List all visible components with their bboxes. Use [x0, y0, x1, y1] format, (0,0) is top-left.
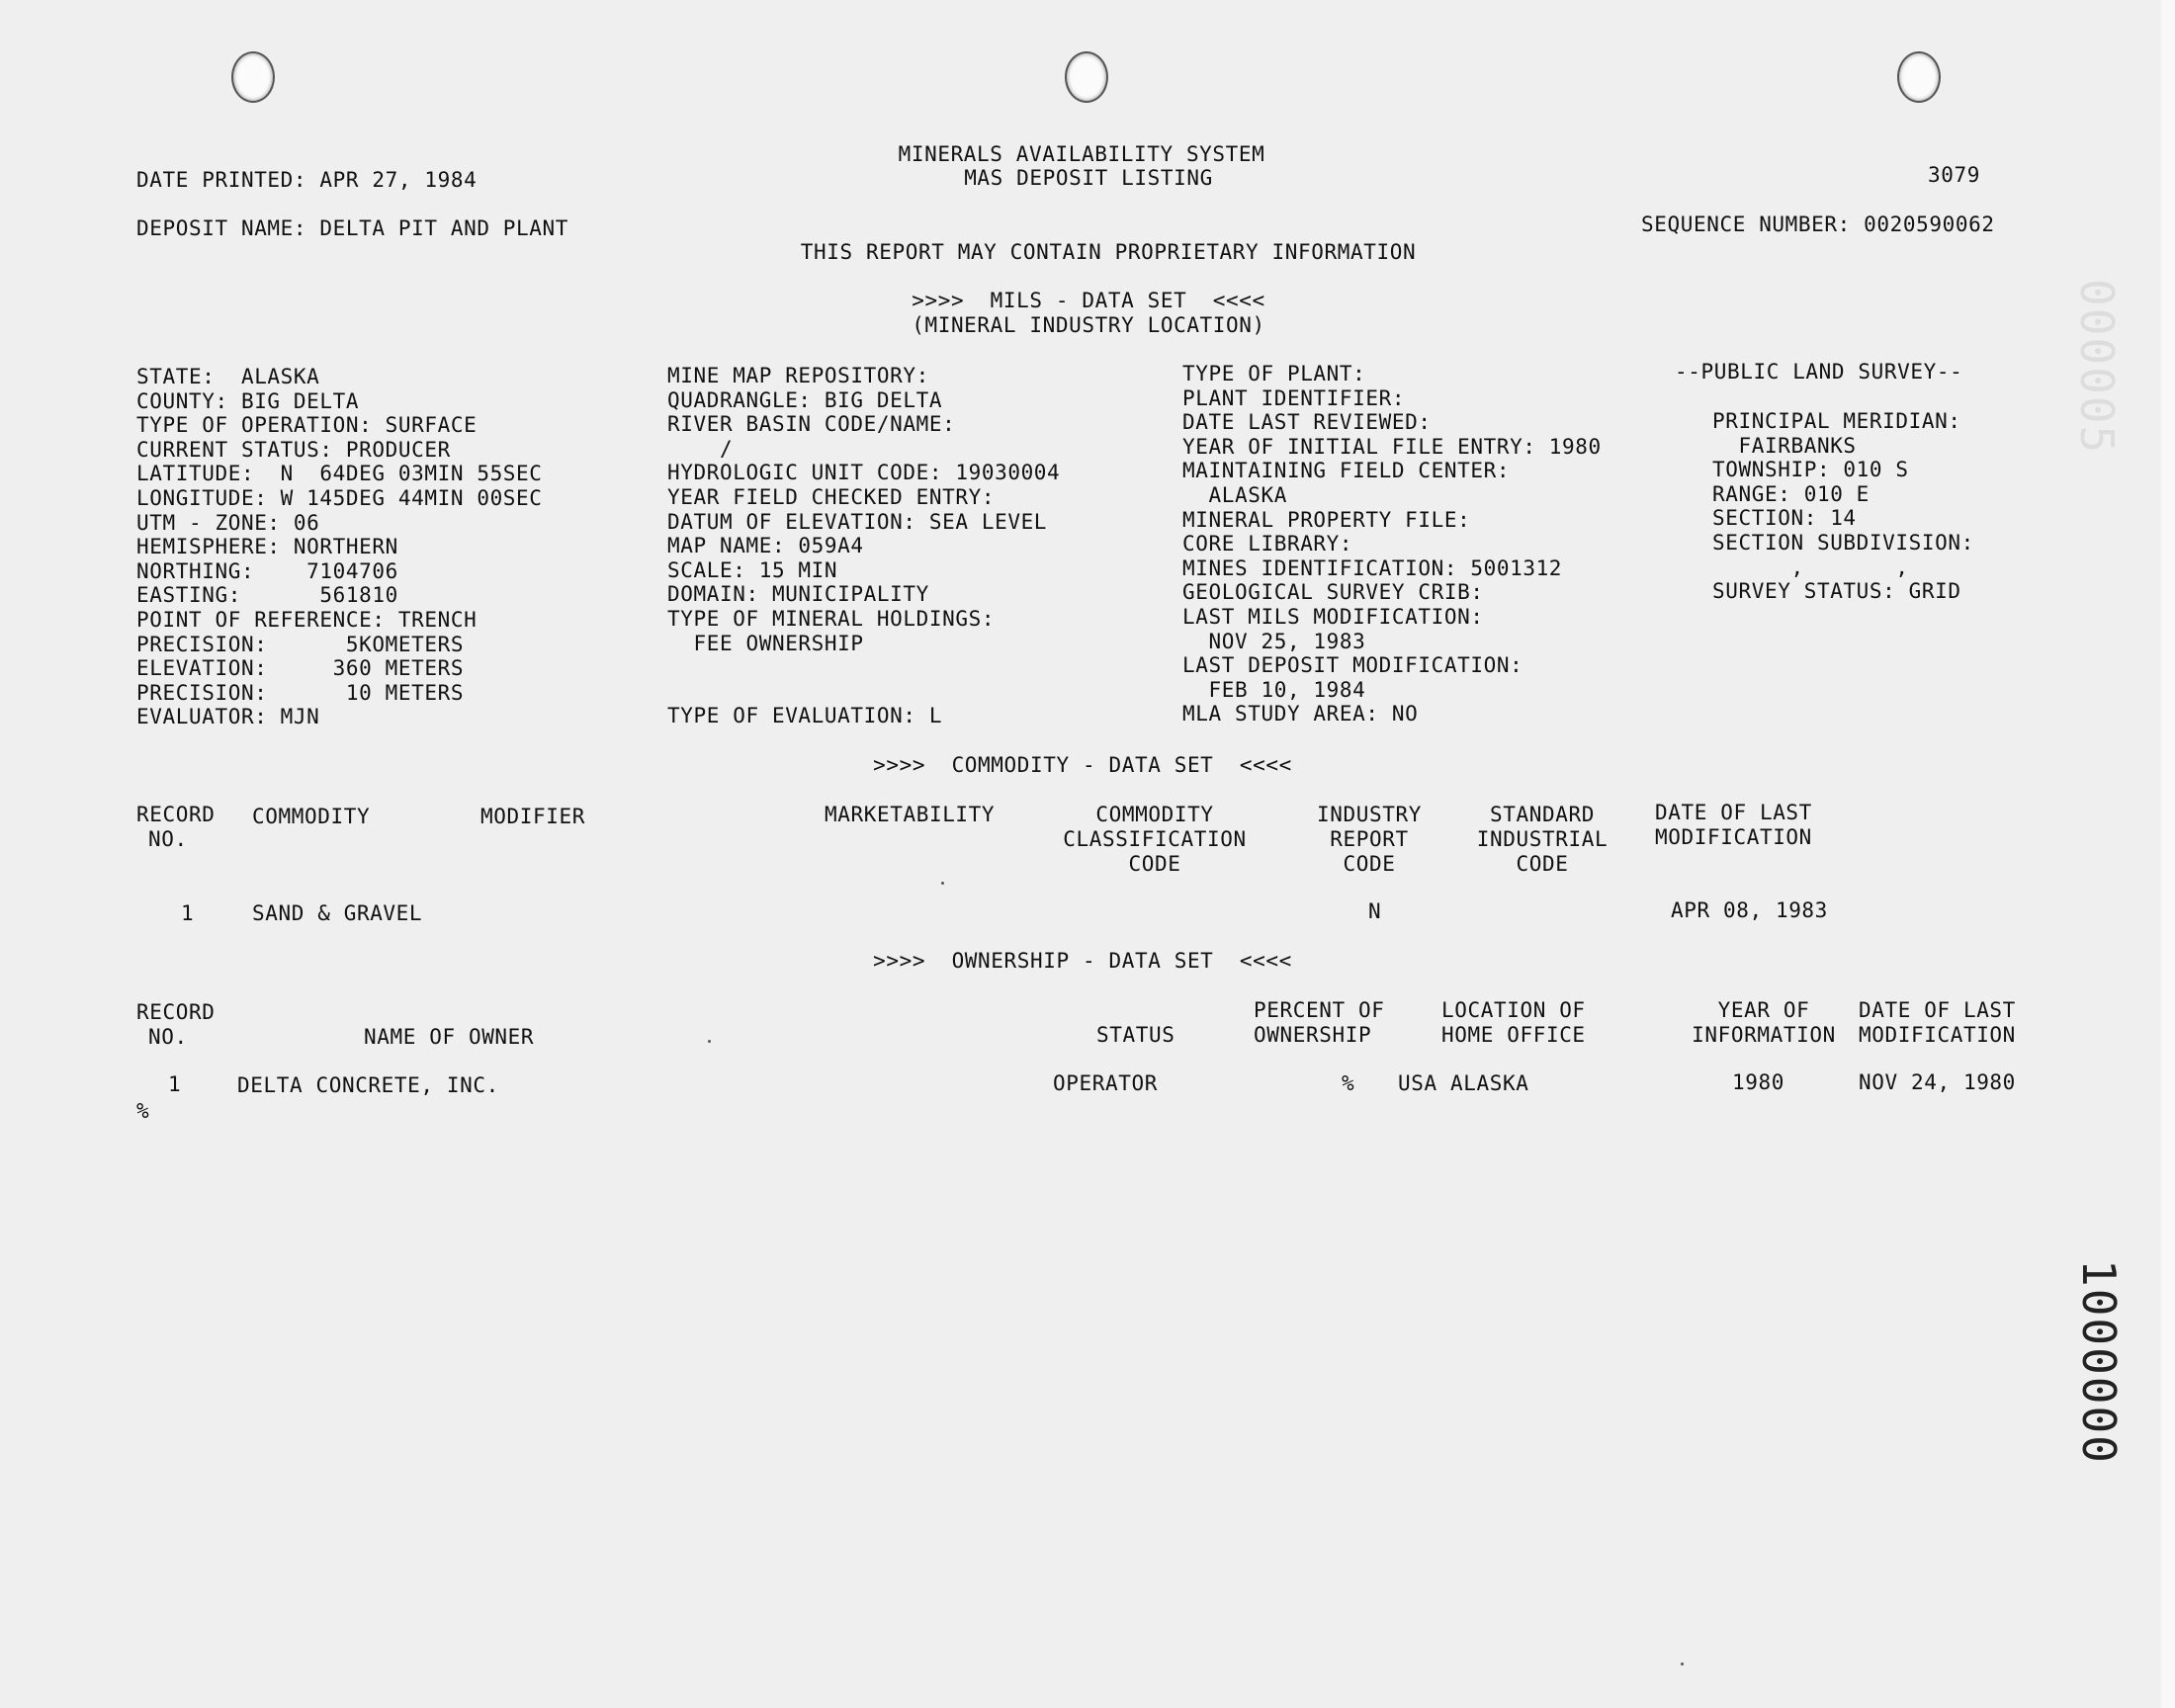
col4-line: PRINCIPAL MERIDIAN: — [1712, 409, 1961, 433]
commodity-col-sic-2: INDUSTRIAL — [1476, 827, 1609, 851]
col2-line: MINE MAP REPOSITORY: — [667, 364, 929, 387]
col2-line: YEAR FIELD CHECKED ENTRY: — [667, 485, 996, 509]
col3-line: FEB 10, 1984 — [1182, 678, 1366, 702]
ownership-heading: >>>> OWNERSHIP - DATA SET <<<< — [873, 949, 1292, 973]
col3-line: MAINTAINING FIELD CENTER: — [1182, 459, 1511, 482]
col3-line: ALASKA — [1182, 483, 1287, 507]
commodity-col-class-1: COMMODITY — [1095, 803, 1214, 826]
col3-line: GEOLOGICAL SURVEY CRIB: — [1182, 580, 1484, 604]
proprietary-notice: THIS REPORT MAY CONTAIN PROPRIETARY INFORMATION — [800, 240, 1417, 264]
binder-hole-right — [1897, 51, 1941, 103]
col1-line: CURRENT STATUS: PRODUCER — [136, 438, 451, 462]
col3-line: CORE LIBRARY: — [1182, 532, 1353, 555]
margin-stamp-faint: 000005 — [2070, 279, 2124, 456]
col3-line: MINES IDENTIFICATION: 5001312 — [1182, 556, 1563, 580]
system-title: MINERALS AVAILABILITY SYSTEM — [898, 142, 1265, 166]
binder-hole-center — [1065, 51, 1108, 103]
ownership-row-status: OPERATOR — [1053, 1071, 1158, 1095]
col1-line: PRECISION: 5KOMETERS — [136, 633, 465, 656]
col1-line: ELEVATION: 360 METERS — [136, 656, 465, 680]
col1-line: EASTING: 561810 — [136, 583, 398, 607]
col4-line: SECTION SUBDIVISION: — [1712, 531, 1974, 555]
listing-title: MAS DEPOSIT LISTING — [964, 166, 1213, 190]
col1-line: STATE: ALASKA — [136, 365, 320, 388]
date-printed: DATE PRINTED: APR 27, 1984 — [136, 168, 478, 192]
col2-line: QUADRANGLE: BIG DELTA — [667, 388, 943, 412]
col2-line: TYPE OF MINERAL HOLDINGS: — [667, 607, 996, 631]
commodity-col-class-2: CLASSIFICATION — [1063, 827, 1247, 851]
col2-line: SCALE: 15 MIN — [667, 558, 838, 582]
commodity-row-industry-code: N — [1368, 899, 1382, 923]
ownership-col-location-1: LOCATION OF — [1441, 998, 1586, 1022]
ownership-trailing-mark: % — [136, 1099, 150, 1123]
col1-line: NORTHING: 7104706 — [136, 559, 398, 583]
commodity-col-commodity: COMMODITY — [252, 805, 371, 828]
commodity-col-sic-1: STANDARD — [1490, 803, 1595, 826]
mils-heading: >>>> MILS - DATA SET <<<< — [912, 289, 1265, 312]
col1-line: HEMISPHERE: NORTHERN — [136, 535, 398, 558]
commodity-col-marketability: MARKETABILITY — [825, 803, 996, 826]
ownership-row-record: 1 — [168, 1072, 182, 1096]
ownership-col-year-2: INFORMATION — [1692, 1023, 1836, 1047]
col2-line: TYPE OF EVALUATION: L — [667, 704, 943, 727]
col1-line: PRECISION: 10 METERS — [136, 681, 465, 705]
commodity-col-class-3: CODE — [1128, 852, 1181, 876]
ownership-row-percent: % — [1342, 1071, 1355, 1095]
col1-line: UTM - ZONE: 06 — [136, 511, 320, 535]
col4-line: TOWNSHIP: 010 S — [1712, 458, 1909, 481]
col1-line: COUNTY: BIG DELTA — [136, 389, 360, 413]
ownership-col-status: STATUS — [1096, 1023, 1175, 1047]
ownership-row-year: 1980 — [1732, 1070, 1784, 1094]
col2-line: HYDROLOGIC UNIT CODE: 19030004 — [667, 461, 1061, 484]
col1-line: POINT OF REFERENCE: TRENCH — [136, 608, 478, 632]
margin-stamp: 1000000 — [2072, 1259, 2126, 1465]
commodity-col-date-1: DATE OF LAST — [1655, 801, 1812, 824]
col3-line: NOV 25, 1983 — [1182, 630, 1366, 653]
ownership-col-record: RECORD — [136, 1000, 216, 1024]
commodity-col-date-2: MODIFICATION — [1655, 825, 1812, 849]
col3-line: DATE LAST REVIEWED: — [1182, 410, 1432, 434]
col1-line: EVALUATOR: MJN — [136, 705, 320, 728]
ownership-col-date-2: MODIFICATION — [1859, 1023, 2016, 1047]
col4-line: SURVEY STATUS: GRID — [1712, 579, 1961, 603]
ownership-row-location: USA ALASKA — [1398, 1071, 1529, 1095]
commodity-col-modifier: MODIFIER — [480, 805, 585, 828]
binder-hole-left — [231, 51, 275, 103]
commodity-row-date: APR 08, 1983 — [1671, 898, 1828, 922]
col3-line: MINERAL PROPERTY FILE: — [1182, 508, 1471, 532]
col3-line: LAST DEPOSIT MODIFICATION: — [1182, 653, 1523, 677]
commodity-col-industry-3: CODE — [1343, 852, 1396, 876]
commodity-col-sic-3: CODE — [1516, 852, 1569, 876]
col2-line: DOMAIN: MUNICIPALITY — [667, 582, 929, 606]
col4-line: RANGE: 010 E — [1712, 482, 1870, 506]
col2-line: RIVER BASIN CODE/NAME: — [667, 412, 956, 436]
sequence-number: SEQUENCE NUMBER: 0020590062 — [1641, 213, 1995, 236]
col4-line: SECTION: 14 — [1712, 506, 1857, 530]
col2-line: / — [667, 437, 734, 461]
ownership-col-year-1: YEAR OF — [1717, 998, 1810, 1022]
commodity-col-industry-2: REPORT — [1330, 827, 1409, 851]
deposit-name: DEPOSIT NAME: DELTA PIT AND PLANT — [136, 216, 569, 240]
col1-line: LONGITUDE: W 145DEG 44MIN 00SEC — [136, 486, 543, 510]
commodity-row-name: SAND & GRAVEL — [252, 901, 423, 925]
commodity-heading: >>>> COMMODITY - DATA SET <<<< — [873, 753, 1292, 777]
col2-line: DATUM OF ELEVATION: SEA LEVEL — [667, 510, 1048, 534]
col4-line: , , — [1712, 555, 1909, 579]
ownership-row-name: DELTA CONCRETE, INC. — [237, 1073, 499, 1097]
ownership-col-name: NAME OF OWNER — [364, 1025, 535, 1049]
ownership-col-percent-1: PERCENT OF — [1254, 998, 1385, 1022]
commodity-col-record-no: NO. — [148, 827, 188, 851]
col3-line: YEAR OF INITIAL FILE ENTRY: 1980 — [1182, 435, 1602, 459]
col3-line: TYPE OF PLANT: — [1182, 362, 1366, 385]
commodity-row-record: 1 — [181, 901, 195, 925]
commodity-col-industry-1: INDUSTRY — [1317, 803, 1422, 826]
commodity-col-record: RECORD — [136, 803, 216, 826]
ownership-col-record-no: NO. — [148, 1025, 188, 1049]
col2-line: MAP NAME: 059A4 — [667, 534, 864, 557]
col1-line: LATITUDE: N 64DEG 03MIN 55SEC — [136, 462, 543, 485]
col2-line: FEE OWNERSHIP — [667, 632, 864, 655]
col3-line: MLA STUDY AREA: NO — [1182, 702, 1419, 726]
col3-line: PLANT IDENTIFIER: — [1182, 386, 1406, 410]
paper-speck — [1681, 1663, 1684, 1665]
page-number: 3079 — [1928, 163, 1980, 187]
ownership-row-date: NOV 24, 1980 — [1859, 1070, 2016, 1094]
page-edge — [2161, 0, 2175, 1708]
mils-subheading: (MINERAL INDUSTRY LOCATION) — [912, 313, 1265, 337]
ownership-col-location-2: HOME OFFICE — [1441, 1023, 1586, 1047]
col3-line: LAST MILS MODIFICATION: — [1182, 605, 1484, 629]
col4-line: FAIRBANKS — [1712, 434, 1857, 458]
paper-speck — [708, 1040, 711, 1043]
ownership-col-date-1: DATE OF LAST — [1859, 998, 2016, 1022]
public-land-survey-title: --PUBLIC LAND SURVEY-- — [1675, 360, 1963, 384]
paper-speck — [941, 882, 944, 885]
col1-line: TYPE OF OPERATION: SURFACE — [136, 413, 478, 437]
ownership-col-percent-2: OWNERSHIP — [1254, 1023, 1372, 1047]
